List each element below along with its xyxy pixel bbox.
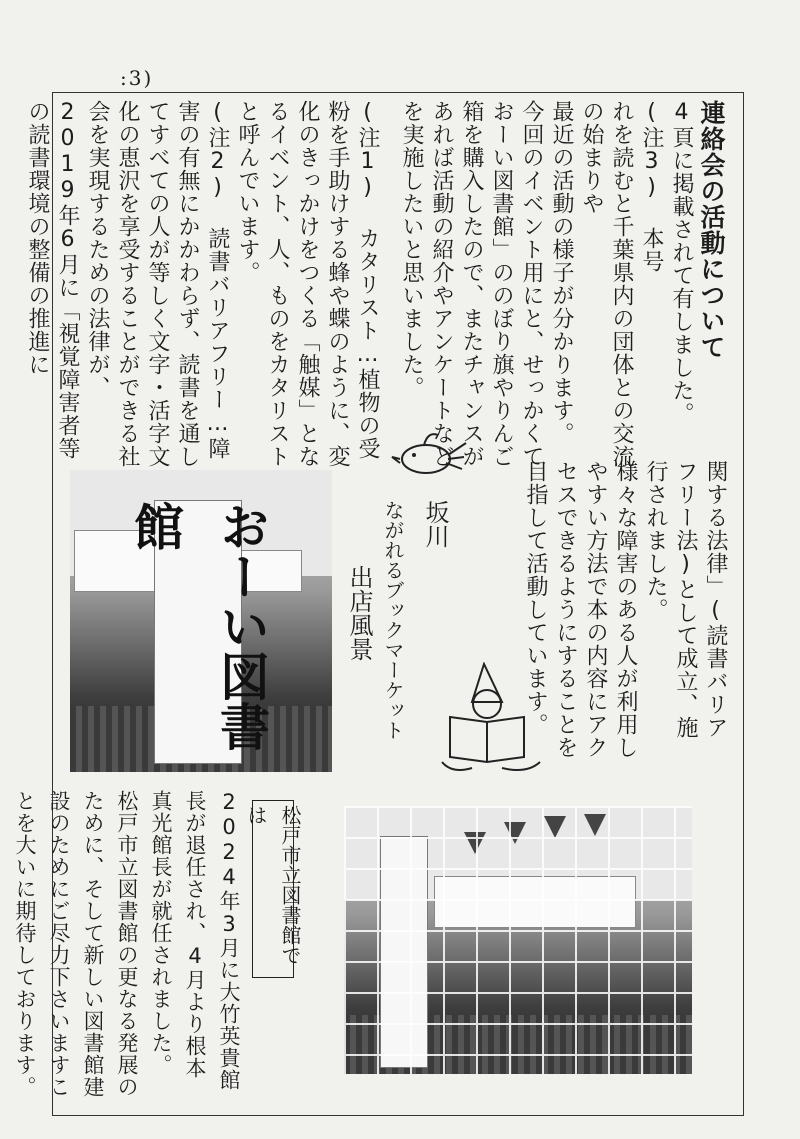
- photo-caption-1: ながれるブックマーケット: [381, 500, 405, 740]
- banner-text: おーい図書館: [126, 501, 270, 751]
- bottom-section-text: [13, 790, 246, 1100]
- boxed-title: [244, 800, 302, 978]
- photo-caption-2: 出店風景: [345, 565, 373, 661]
- paragraph: 2024年3月に大竹英貴館長が退任され、4月より根本真光館長が就任されました。: [149, 790, 241, 1091]
- event-photo-1: [70, 470, 332, 772]
- note-1: (注1) カタリスト…植物の受粉を手助けする蜂や蝶のように、変化のきっかけをつくる「触媒」となるイベント、人、ものをカタリストと呼んでいます。: [235, 100, 380, 468]
- paragraph: 最近の活動の様子が分かります。: [549, 100, 574, 445]
- signature: 坂川: [421, 500, 449, 548]
- paragraph: 松戸市立図書館の更なる発展のために、そして新しい図書館建設のためにご尽力下さいますことを大いに期待しております。: [13, 790, 139, 1098]
- paragraph: 今回のイベント用にと、せっかくておーい図書館」ののぼり旗やりんご箱を購入したので、またチャンスがあれば活動の紹介やアンケートなどを実施したいと思いました。: [399, 100, 544, 468]
- photo-caption: [418, 500, 452, 660]
- banner: [126, 500, 270, 764]
- photo-caption: [342, 565, 376, 685]
- paragraph: 4頁に掲載されて有しました。(注3) 本号: [639, 100, 694, 425]
- reading-figure-doodle-icon: [432, 662, 552, 777]
- paragraph: 関する法律」(読書バリアフリー法)として成立、施行されました。: [643, 460, 728, 739]
- section-title: 連絡会の活動について: [697, 100, 726, 360]
- paragraph: れを読むと千葉県内の団体との交流の始まりや: [579, 100, 634, 468]
- paragraph: 様々な障害のある人が利用しやすい方法で本の内容にアクセスできるようにすることを目指して活動しています。: [523, 460, 638, 759]
- top-section-text: [25, 100, 726, 470]
- grid-overlay: [344, 806, 692, 1074]
- photo-caption: [376, 500, 410, 750]
- boxed-title-text: 松戸市立図書館では: [244, 805, 302, 965]
- note-2: (注2) 読書バリアフリー…障害の有無にかかわらず、読書を通してすべての人が等しく文字・活字文化の恵沢を享受することができる社会を実現するための法律が、2019年6月に「視覚障害者等の読書環境の整備の推進に: [25, 100, 230, 468]
- event-photo-2: [344, 806, 692, 1074]
- bird-doodle-icon: [388, 425, 468, 485]
- page-number: :3): [120, 66, 154, 90]
